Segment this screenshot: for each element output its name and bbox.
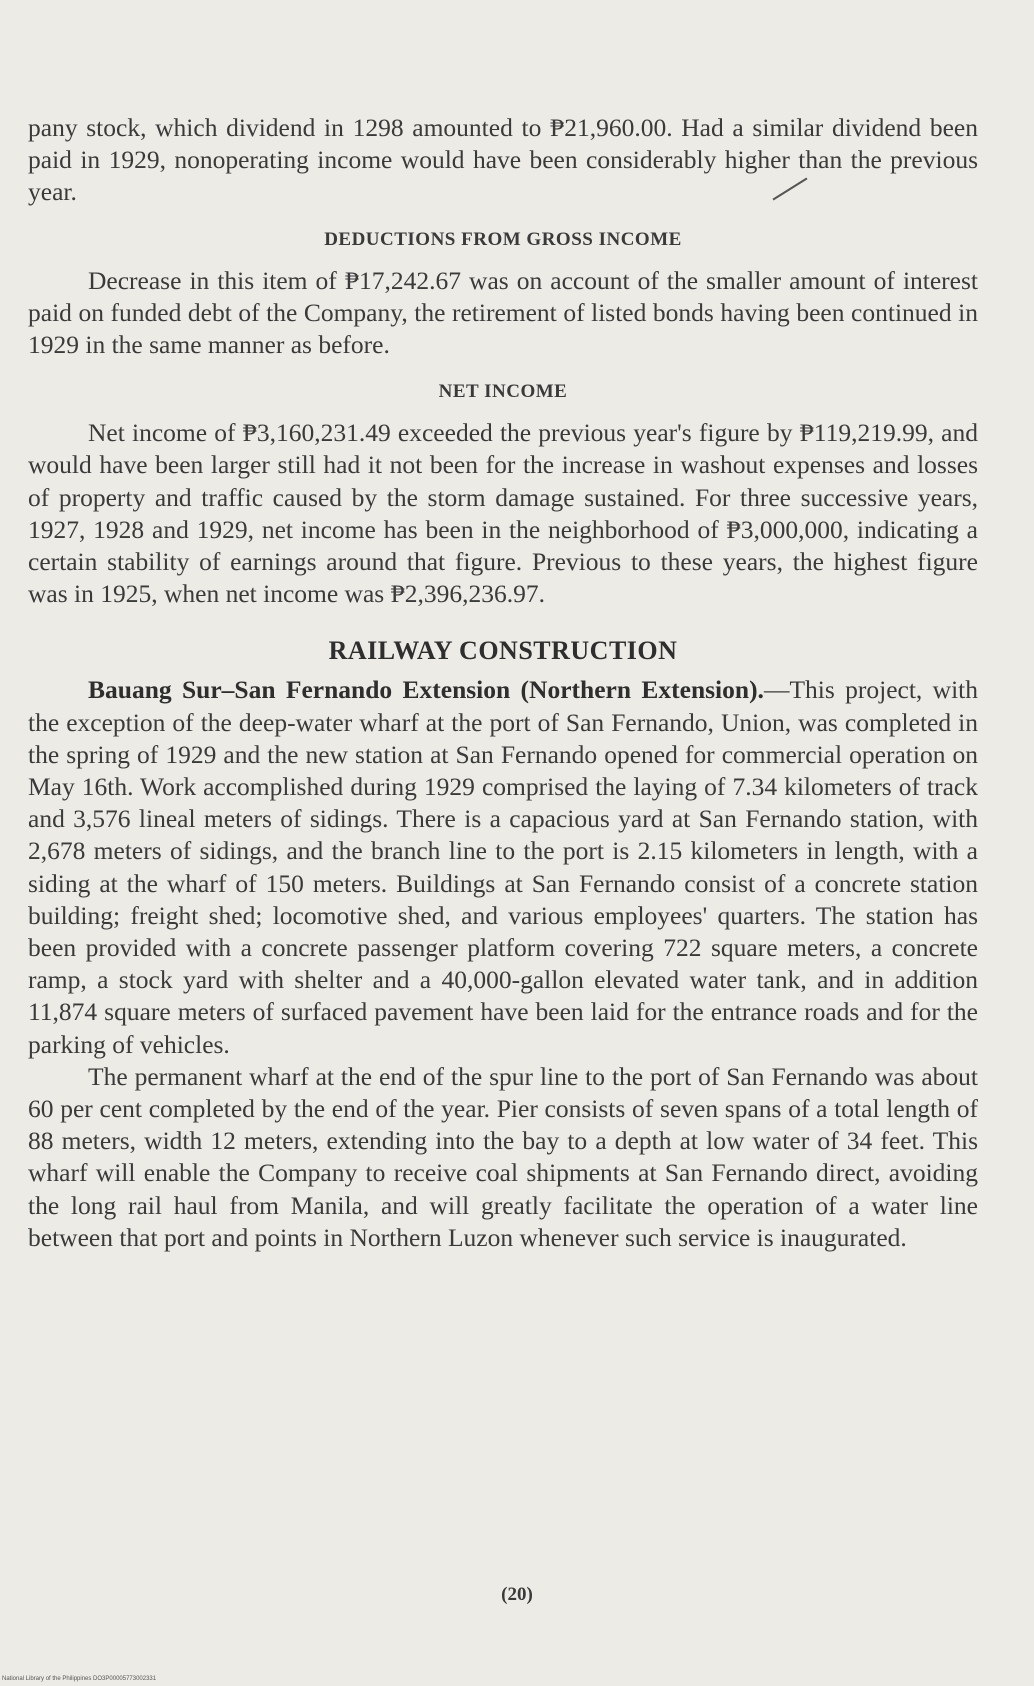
paragraph-net-income: Net income of ₱3,160,231.49 exceeded the previous year's figure by ₱119,219.99, and would have been larger still had it not been for the increase in washout expenses and losses of property and traffic caused by the storm damage sustained. For three successive years, 1927, 1928 and 1929, net income has been in the neighborhood of ₱3,000,000, indicating a certain stability of earnings around that figure. Previous to these years, the highest figure was in 1925, when net income was ₱2,396,236.97. xyxy=(28,418,978,609)
heading-deductions-from-gross-income: DEDUCTIONS FROM GROSS INCOME xyxy=(324,228,682,250)
paragraph-lead-title: Bauang Sur–San Fernando Extension (Northern Extension). xyxy=(88,675,764,705)
paragraph-body: —This project, with the exception of the deep-water wharf at the port of San Fernando, Union, was completed in the spring of 1929 and the new station at San Fernando opened for commercial operation on May 16th. Work accomplished during 1929 comprised the laying of 7.34 kilometers of track and 3,576 lineal meters of sidings. There is a capacious yard at San Fernando station, with 2,678 meters of sidings, and the branch line to the port is 2.15 kilometers in length, with a siding at the wharf of 150 meters. Buildings at San Fernando consist of a concrete station building; freight shed; locomotive shed, and various employees' quarters. The station has been provided with a concrete passenger platform covering 722 square meters, a concrete ramp, a stock yard with shelter and a 40,000-gallon elevated water tank, and in addition 11,874 square meters of surfaced pavement have been laid for the entrance roads and for the parking of vehicles. xyxy=(28,675,978,1059)
paragraph-permanent-wharf: The permanent wharf at the end of the spur line to the port of San Fernando was about 60 per cent completed by the end of the year. Pier consists of seven spans of a total length of 88 meters, width 12 meters, extending into the bay to a depth at low water of 34 feet. This wharf will enable the Company to receive coal shipments at San Fernando direct, avoiding the long rail haul from Manila, and will greatly facilitate the operation of a water line between that port and points in Northern Luzon whenever such service is inaugurated. xyxy=(28,1061,978,1252)
paragraph-northern-extension xyxy=(28,674,978,1060)
paragraph-deductions: Decrease in this item of ₱17,242.67 was on account of the smaller amount of interest paid on funded debt of the Company, the retirement of listed bonds having been continued in 1929 in the same manner as before. xyxy=(28,265,978,360)
paragraph-nonoperating-income: pany stock, which dividend in 1298 amounted to ₱21,960.00. Had a similar dividend been paid in 1929, nonoperating income would have been considerably higher than the previous year. xyxy=(28,113,978,207)
heading-net-income: NET INCOME xyxy=(438,381,568,403)
document-page xyxy=(28,112,978,1254)
heading-railway-construction: RAILWAY CONSTRUCTION xyxy=(328,636,678,666)
scan-footer-caption: National Library of the Philippines DO3P00005773002331 xyxy=(2,1676,157,1682)
page-number: (20) xyxy=(501,1584,533,1605)
